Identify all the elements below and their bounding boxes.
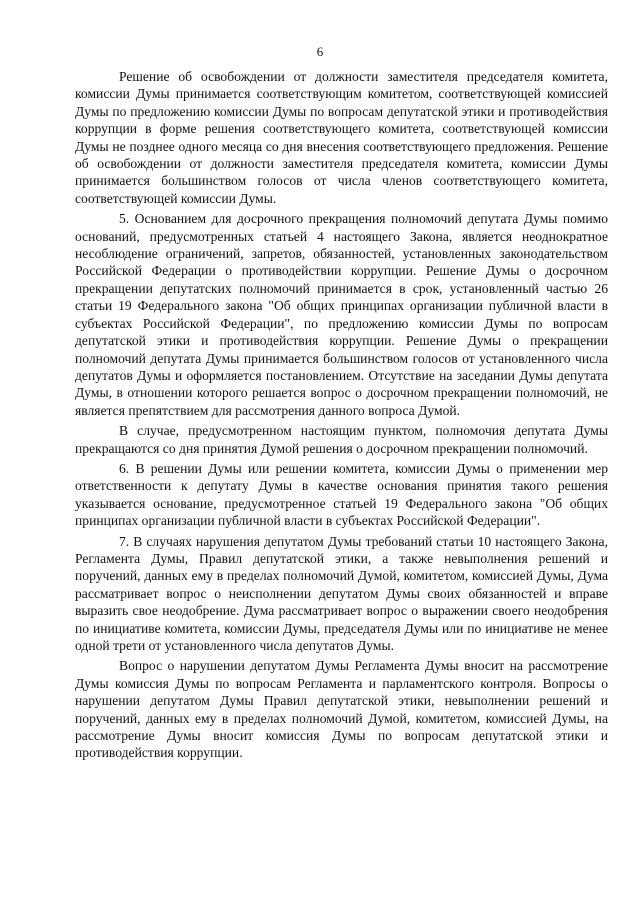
paragraph-deputy-chair-dismissal: Решение об освобождении от должности заместителя председателя комитета, комиссии Думы принимается соответствующим комитетом, соответствующей комиссией Думы по предложению комиссии Думы по вопросам депутатской этики и противодействия коррупции в форме решения соответствующего комитета, соответствующей комиссии Думы не позднее одного месяца со дня внесения соответствующего предложения. Решение об освобождении от должности заместителя председателя комитета, комиссии Думы принимается большинством голосов от числа членов соответствующего комитета, соответствующей комиссии Думы.	[75, 69, 608, 206]
paragraph-termination-date: В случае, предусмотренном настоящим пунктом, полномочия депутата Думы прекращаются со дня принятия Думой решения о досрочном прекращении полномочий.	[75, 423, 608, 456]
paragraph-item-6-liability-grounds: 6. В решении Думы или решении комитета, комиссии Думы о применении мер ответственности к депутату Думы в качестве основания принятия такого решения указывается основание, предусмотренное статьей 19 Федерального закона "Об общих принципах организации публичной власти в субъектах Российской Федерации".	[75, 460, 608, 529]
document-body	[75, 68, 608, 762]
paragraph-item-7-violations: 7. В случаях нарушения депутатом Думы требований статьи 10 настоящего Закона, Регламента Думы, Правил депутатской этики, а также невыполнения решений и поручений, данных ему в пределах полномочий Думой, комитетом, комиссией Думы, Дума рассматривает вопрос о неисполнении депутатом Думы своих обязанностей и вправе выразить свое неодобрение. Дума рассматривает вопрос о выражении своего неодобрения по инициативе комитета, комиссии Думы, председателя Думы или по инициативе не менее одной трети от установленного числа депутатов Думы.	[75, 533, 608, 653]
page-number: 6	[316, 44, 324, 59]
paragraph-violation-questions: Вопрос о нарушении депутатом Думы Регламента Думы вносит на рассмотрение Думы комиссия Думы по вопросам Регламента и парламентского контроля. Вопросы о нарушении депутатом Думы Правил депутатской этики, невыполнении решений и поручений, данных ему в пределах полномочий Думой, комитетом, комиссией Думы, на рассмотрение Думы вносит комиссия Думы по вопросам депутатской этики и противодействия коррупции.	[75, 658, 608, 761]
paragraph-item-5-early-termination: 5. Основанием для досрочного прекращения полномочий депутата Думы помимо оснований, предусмотренных статьей 4 настоящего Закона, является неоднократное несоблюдение ограничений, запретов, обязанностей, установленных законодательством Российской Федерации о противодействии коррупции. Решение Думы о досрочном прекращении депутатских полномочий принимается в срок, установленный частью 26 статьи 19 Федерального закона "Об общих принципах организации публичной власти в субъектах Российской Федерации", по предложению комиссии Думы по вопросам депутатской этики и противодействия коррупции. Решение Думы о прекращении полномочий депутата Думы принимается большинством голосов от установленного числа депутатов Думы и оформляется постановлением. Отсутствие на заседании Думы депутата Думы, в отношении которого решается вопрос о досрочном прекращении полномочий, не является препятствием для рассмотрения данного вопроса Думой.	[75, 211, 608, 418]
